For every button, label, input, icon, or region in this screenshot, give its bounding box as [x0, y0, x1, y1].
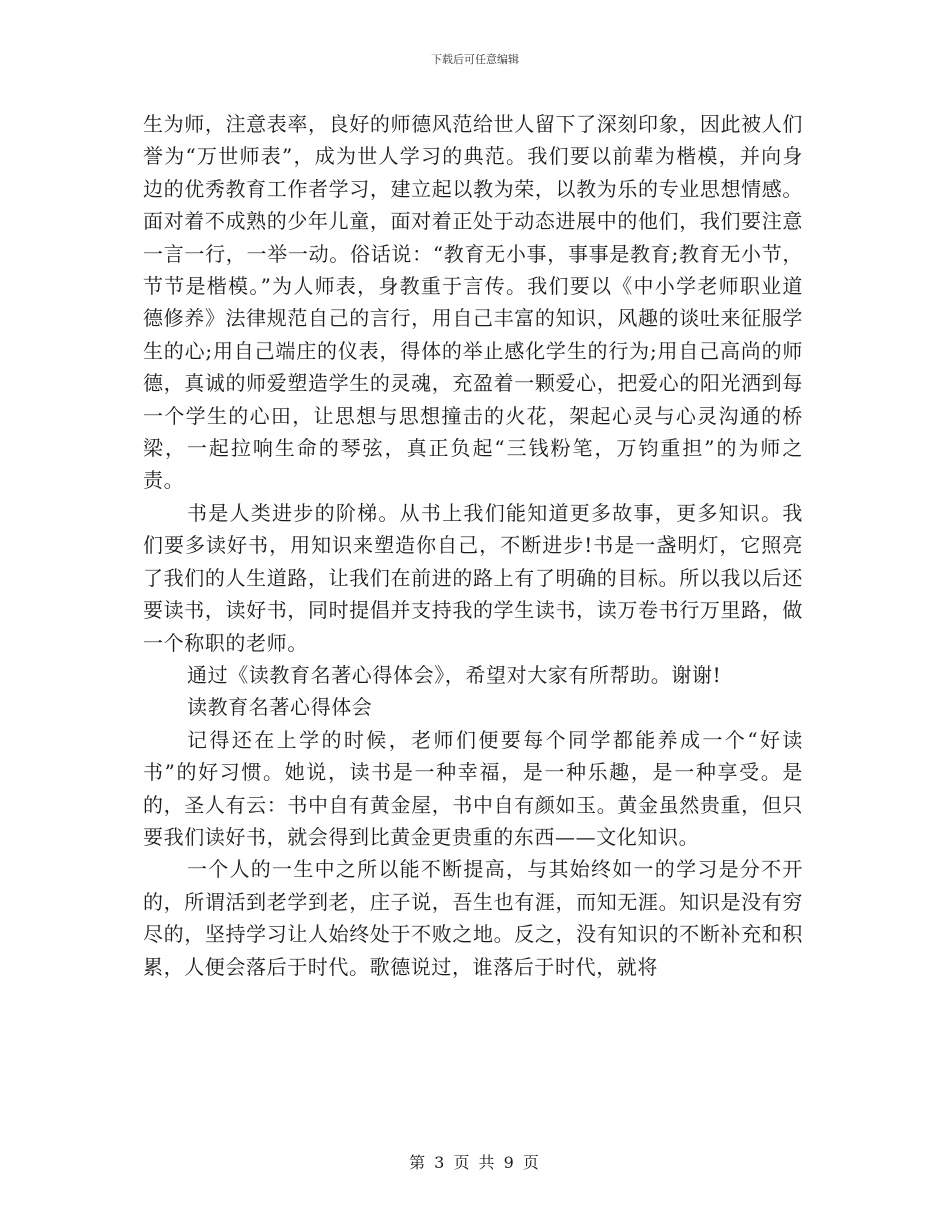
paragraph-4: 记得还在上学的时候，老师们便要每个同学都能养成一个“好读书”的好习惯。她说，读书是一种幸福，是一种乐趣，是一种享受。是的，圣人有云：书中自有黄金屋，书中自有颜如玉。黄金虽然贵重，但只要我们读好书，就会得到比黄金更贵重的东西——文化知识。	[143, 727, 803, 849]
document-body	[143, 108, 803, 983]
page-header: 下载后可任意编辑	[431, 53, 519, 66]
page-number: 第 3 页 共 9 页	[409, 1153, 541, 1172]
paragraph-5: 一个人的一生中之所以能不断提高，与其始终如一的学习是分不开的，所谓活到老学到老，庄子说，吾生也有涯，而知无涯。知识是没有穷尽的，坚持学习让人始终处于不败之地。反之，没有知识的不断补充和积累，人便会落后于时代。歌德说过，谁落后于时代，就将	[143, 857, 803, 979]
paragraph-1: 生为师，注意表率，良好的师德风范给世人留下了深刻印象，因此被人们誉为“万世师表”，成为世人学习的典范。我们要以前辈为楷模，并向身边的优秀教育工作者学习，建立起以教为荣，以教为乐的专业思想情感。面对着不成熟的少年儿童，面对着正处于动态进展中的他们，我们要注意一言一行，一举一动。俗话说：“教育无小事，事事是教育;教育无小节，节节是楷模。”为人师表，身教重于言传。我们要以《中小学老师职业道德修养》法律规范自己的言行，用自己丰富的知识，风趣的谈吐来征服学生的心;用自己端庄的仪表，得体的举止感化学生的行为;用自己高尚的师德，真诚的师爱塑造学生的灵魂，充盈着一颗爱心，把爱心的阳光洒到每一个学生的心田，让思想与思想撞击的火花，架起心灵与心灵沟通的桥梁，一起拉响生命的琴弦，真正负起“三钱粉笔，万钧重担”的为师之责。	[143, 112, 803, 493]
paragraph-3: 通过《读教育名著心得体会》，希望对大家有所帮助。谢谢!	[187, 662, 722, 687]
section-title: 读教育名著心得体会	[187, 695, 373, 720]
paragraph-2: 书是人类进步的阶梯。从书上我们能知道更多故事，更多知识。我们要多读好书，用知识来塑造你自己，不断进步!书是一盏明灯，它照亮了我们的人生道路，让我们在前进的路上有了明确的目标。所以我以后还要读书，读好书，同时提倡并支持我的学生读书，读万卷书行万里路，做一个称职的老师。	[143, 500, 803, 655]
